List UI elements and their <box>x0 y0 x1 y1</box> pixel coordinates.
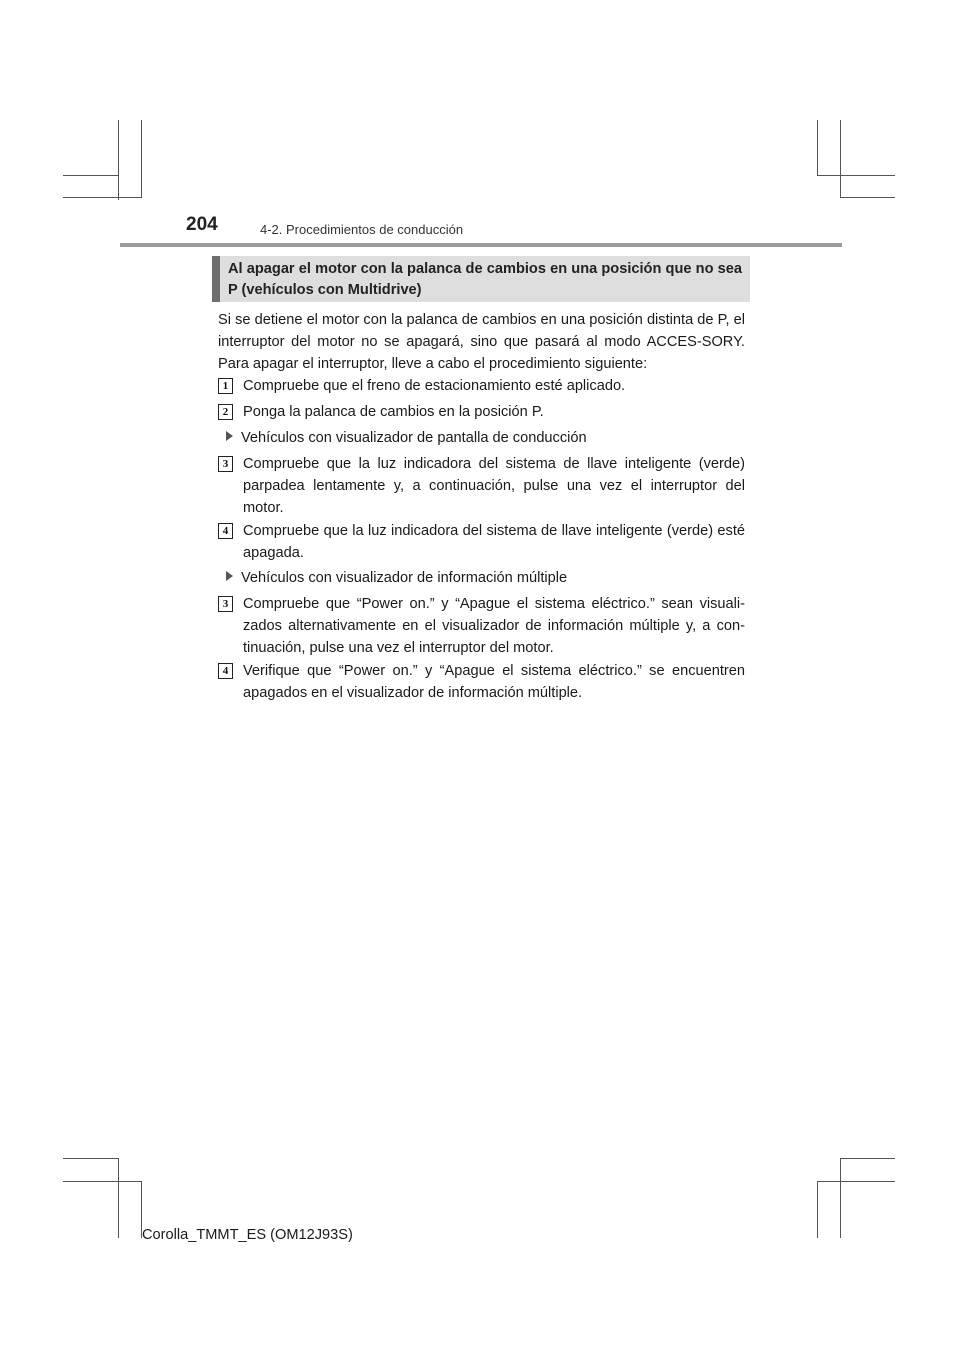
step-number-badge: 2 <box>218 404 233 420</box>
subheading: Al apagar el motor con la palanca de cambios en una posición que no sea P (vehículos con Multidrive) <box>212 256 750 302</box>
step-item <box>218 660 745 704</box>
triangle-bullet-icon <box>226 431 233 441</box>
step-text: Compruebe que la luz indicadora del sistema de llave inteligente (verde) parpadea lentamente y, a continuación, pulse una vez el interruptor del motor. <box>243 456 745 516</box>
step-text: Verifique que “Power on.” y “Apague el sistema eléctrico.” se encuentren apagados en el visualizador de información múltiple. <box>243 663 745 701</box>
step-item <box>218 375 745 397</box>
crop-mark <box>840 120 841 198</box>
crop-mark <box>817 1181 895 1182</box>
crop-mark <box>817 1181 818 1238</box>
step-item <box>218 520 745 564</box>
crop-mark <box>840 1158 841 1238</box>
step-number-badge: 4 <box>218 663 233 679</box>
condition-heading <box>226 427 746 449</box>
step-text: Compruebe que el freno de estacionamiento esté aplicado. <box>243 378 626 394</box>
footer-document-id: Corolla_TMMT_ES (OM12J93S) <box>142 1227 353 1243</box>
step-number-badge: 4 <box>218 523 233 539</box>
condition-text: Vehículos con visualizador de pantalla de conducción <box>241 430 587 446</box>
crop-mark <box>63 1158 119 1159</box>
section-title: 4-2. Procedimientos de conducción <box>260 222 464 237</box>
step-text: Compruebe que la luz indicadora del sistema de llave inteligente (verde) esté apagada. <box>243 523 745 561</box>
crop-mark <box>118 1158 119 1238</box>
triangle-bullet-icon <box>226 571 233 581</box>
step-number-badge: 3 <box>218 456 233 472</box>
crop-mark <box>817 120 818 176</box>
page-number: 204 <box>186 214 218 235</box>
crop-mark <box>63 197 142 198</box>
header-divider <box>120 243 842 247</box>
crop-mark <box>817 175 895 176</box>
crop-mark <box>63 175 119 176</box>
step-item <box>218 401 745 423</box>
condition-text: Vehículos con visualizador de información múltiple <box>241 570 568 586</box>
crop-mark <box>840 197 895 198</box>
step-number-badge: 1 <box>218 378 233 394</box>
step-number-badge: 3 <box>218 596 233 612</box>
step-item <box>218 453 745 519</box>
crop-mark <box>63 1181 142 1182</box>
crop-mark <box>141 120 142 198</box>
crop-mark <box>118 120 119 200</box>
step-item <box>218 593 745 659</box>
intro-paragraph: Si se detiene el motor con la palanca de cambios en una posición distinta de P, el interruptor del motor no se apagará, sino que pasará al modo ACCES-SORY. Para apagar el interruptor, lleve a cabo el procedimiento siguiente: <box>218 312 745 372</box>
crop-mark <box>840 1158 895 1159</box>
condition-heading <box>226 567 746 589</box>
step-text: Ponga la palanca de cambios en la posición P. <box>243 404 544 420</box>
step-text: Compruebe que “Power on.” y “Apague el sistema eléctrico.” sean visuali-zados alternativamente en el visualizador de información múltiple y, a con-tinuación, pulse una vez el interruptor del motor. <box>243 596 745 656</box>
